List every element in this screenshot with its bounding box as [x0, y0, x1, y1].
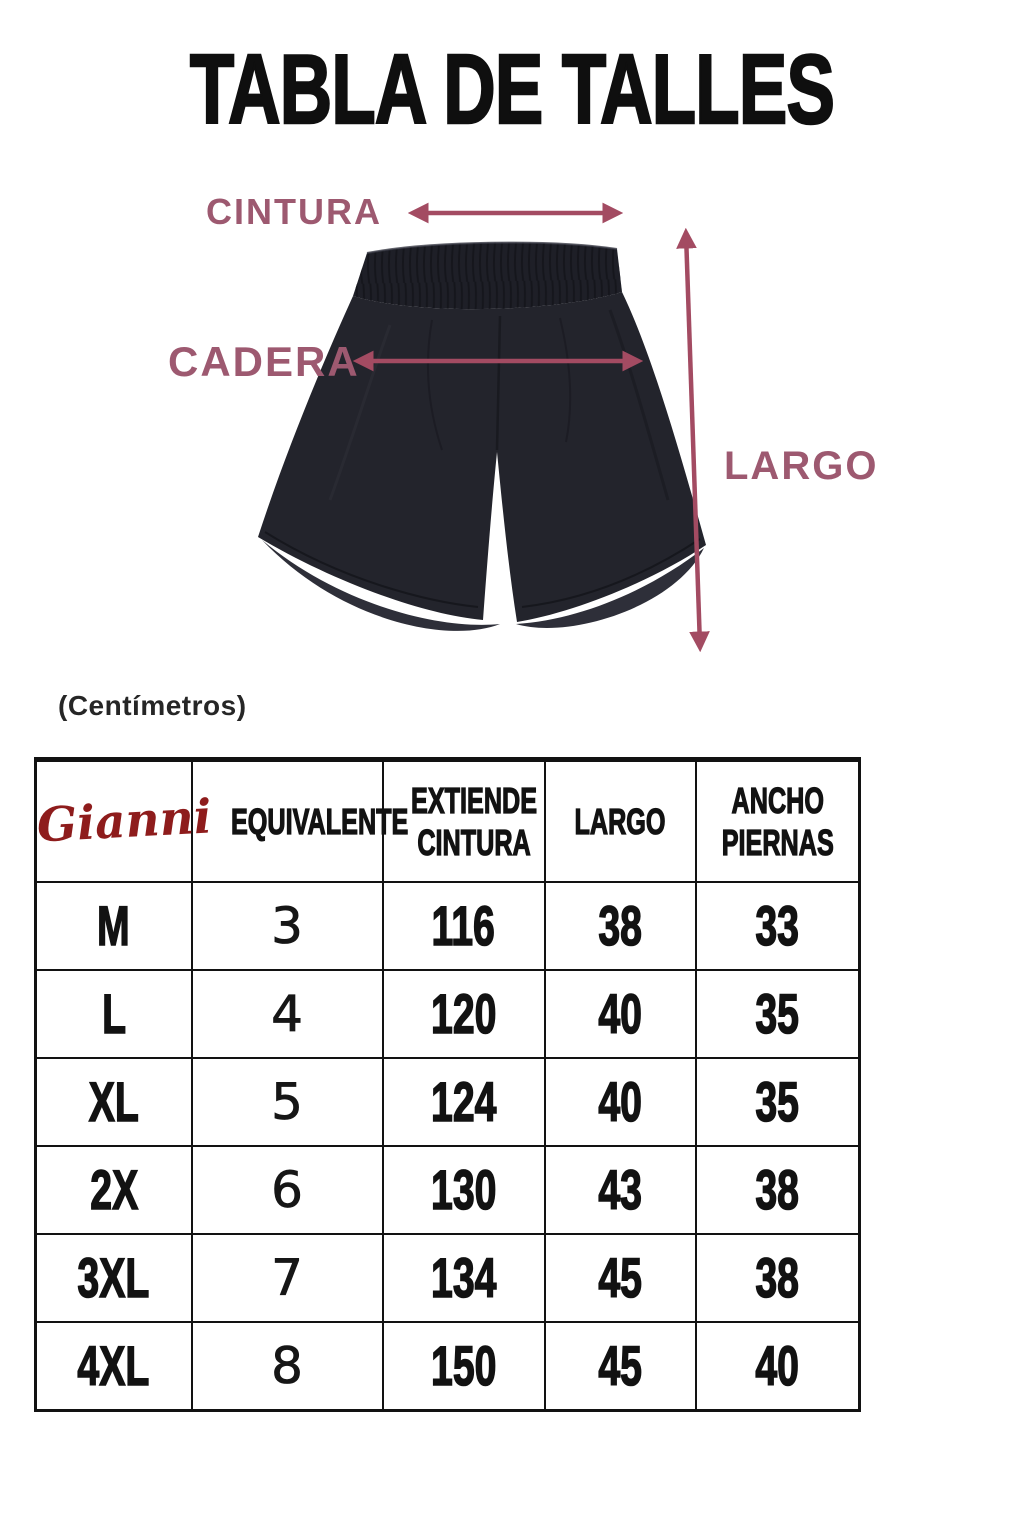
size-value: 2X: [89, 1158, 138, 1221]
table-row: [36, 882, 860, 970]
largo-header: LARGO: [574, 800, 666, 842]
table-row: [36, 970, 860, 1058]
largo-cell: [545, 1058, 696, 1146]
equivalente-cell: [192, 1058, 383, 1146]
extiende-cintura-value: 120: [430, 982, 497, 1045]
ancho-piernas-cell: [696, 1234, 860, 1322]
waist-measure-label: CINTURA: [206, 191, 382, 232]
ancho-piernas-value: 40: [755, 1334, 800, 1397]
size-table: [34, 757, 861, 1412]
equivalente-cell: [192, 970, 383, 1058]
extiende-cintura-value: 134: [430, 1246, 497, 1309]
equivalente-value: 8: [271, 1337, 303, 1395]
size-cell: [36, 1058, 192, 1146]
equivalente-value: 5: [271, 1073, 303, 1131]
equivalente-header-cell: [192, 760, 408, 883]
ancho-piernas-cell: [696, 882, 860, 970]
ancho-piernas-header-cell: [696, 760, 860, 883]
extiende-cintura-header: EXTIENDE CINTURA: [410, 780, 537, 863]
largo-cell: [545, 970, 696, 1058]
shorts-measurement-diagram: [0, 150, 1024, 695]
extiende-cintura-value: 124: [430, 1070, 497, 1133]
size-table-header: [36, 760, 860, 883]
units-note: (Centímetros): [58, 690, 247, 721]
size-cell: [36, 882, 192, 970]
largo-value: 45: [598, 1246, 642, 1309]
extiende-cintura-value: 130: [430, 1158, 497, 1221]
ancho-piernas-value: 38: [755, 1246, 800, 1309]
ancho-piernas-cell: [696, 1322, 860, 1411]
hip-measure-label: CADERA: [168, 338, 360, 385]
extiende-cintura-cell: [383, 1058, 545, 1146]
size-table-body: [36, 882, 860, 1411]
equivalente-cell: [192, 1234, 383, 1322]
size-cell: [36, 1234, 192, 1322]
extiende-cintura-cell: [383, 1146, 545, 1234]
size-cell: [36, 970, 192, 1058]
ancho-piernas-value: 38: [755, 1158, 800, 1221]
largo-value: 40: [598, 1070, 642, 1133]
equivalente-header: EQUIVALENTE: [230, 800, 408, 842]
ancho-piernas-cell: [696, 1058, 860, 1146]
brand-logo: Gianni: [35, 789, 213, 854]
table-row: [36, 1322, 860, 1411]
extiende-cintura-cell: [383, 970, 545, 1058]
equivalente-value: 6: [271, 1161, 303, 1219]
largo-cell: [545, 1322, 696, 1411]
extiende-cintura-cell: [383, 882, 545, 970]
largo-value: 43: [598, 1158, 642, 1221]
table-row: [36, 1146, 860, 1234]
equivalente-cell: [192, 1146, 383, 1234]
largo-header-cell: [545, 760, 696, 883]
size-value: 4XL: [77, 1334, 150, 1397]
ancho-piernas-value: 33: [755, 894, 800, 957]
largo-value: 40: [598, 982, 642, 1045]
extiende-cintura-cell: [383, 1322, 545, 1411]
table-row: [36, 1234, 860, 1322]
length-measure-label: LARGO: [724, 444, 879, 488]
largo-cell: [545, 882, 696, 970]
equivalente-cell: [192, 1322, 383, 1411]
header-row: [36, 760, 860, 883]
ancho-piernas-cell: [696, 1146, 860, 1234]
size-value: 3XL: [77, 1246, 150, 1309]
equivalente-cell: [192, 882, 383, 970]
shorts-photo: [258, 243, 706, 631]
equivalente-value: 3: [271, 897, 303, 955]
table-row: [36, 1058, 860, 1146]
size-value: M: [97, 894, 131, 957]
largo-value: 45: [598, 1334, 642, 1397]
ancho-piernas-value: 35: [755, 982, 800, 1045]
largo-arrow-icon: [686, 234, 700, 646]
ancho-piernas-cell: [696, 970, 860, 1058]
extiende-cintura-value: 116: [431, 894, 496, 957]
largo-cell: [545, 1234, 696, 1322]
page-title: TABLA DE TALLES: [189, 34, 835, 144]
equivalente-value: 4: [271, 985, 303, 1043]
shorts-diagram-svg: [0, 150, 1024, 695]
ancho-piernas-value: 35: [755, 1070, 800, 1133]
size-value: L: [101, 982, 126, 1045]
extiende-cintura-cell: [383, 1234, 545, 1322]
equivalente-value: 7: [271, 1249, 303, 1307]
extiende-cintura-value: 150: [430, 1334, 497, 1397]
size-cell: [36, 1322, 192, 1411]
brand-header-cell: [35, 760, 213, 883]
largo-value: 38: [598, 894, 642, 957]
largo-cell: [545, 1146, 696, 1234]
size-value: XL: [88, 1070, 139, 1133]
ancho-piernas-header: ANCHO PIERNAS: [721, 780, 834, 863]
size-cell: [36, 1146, 192, 1234]
